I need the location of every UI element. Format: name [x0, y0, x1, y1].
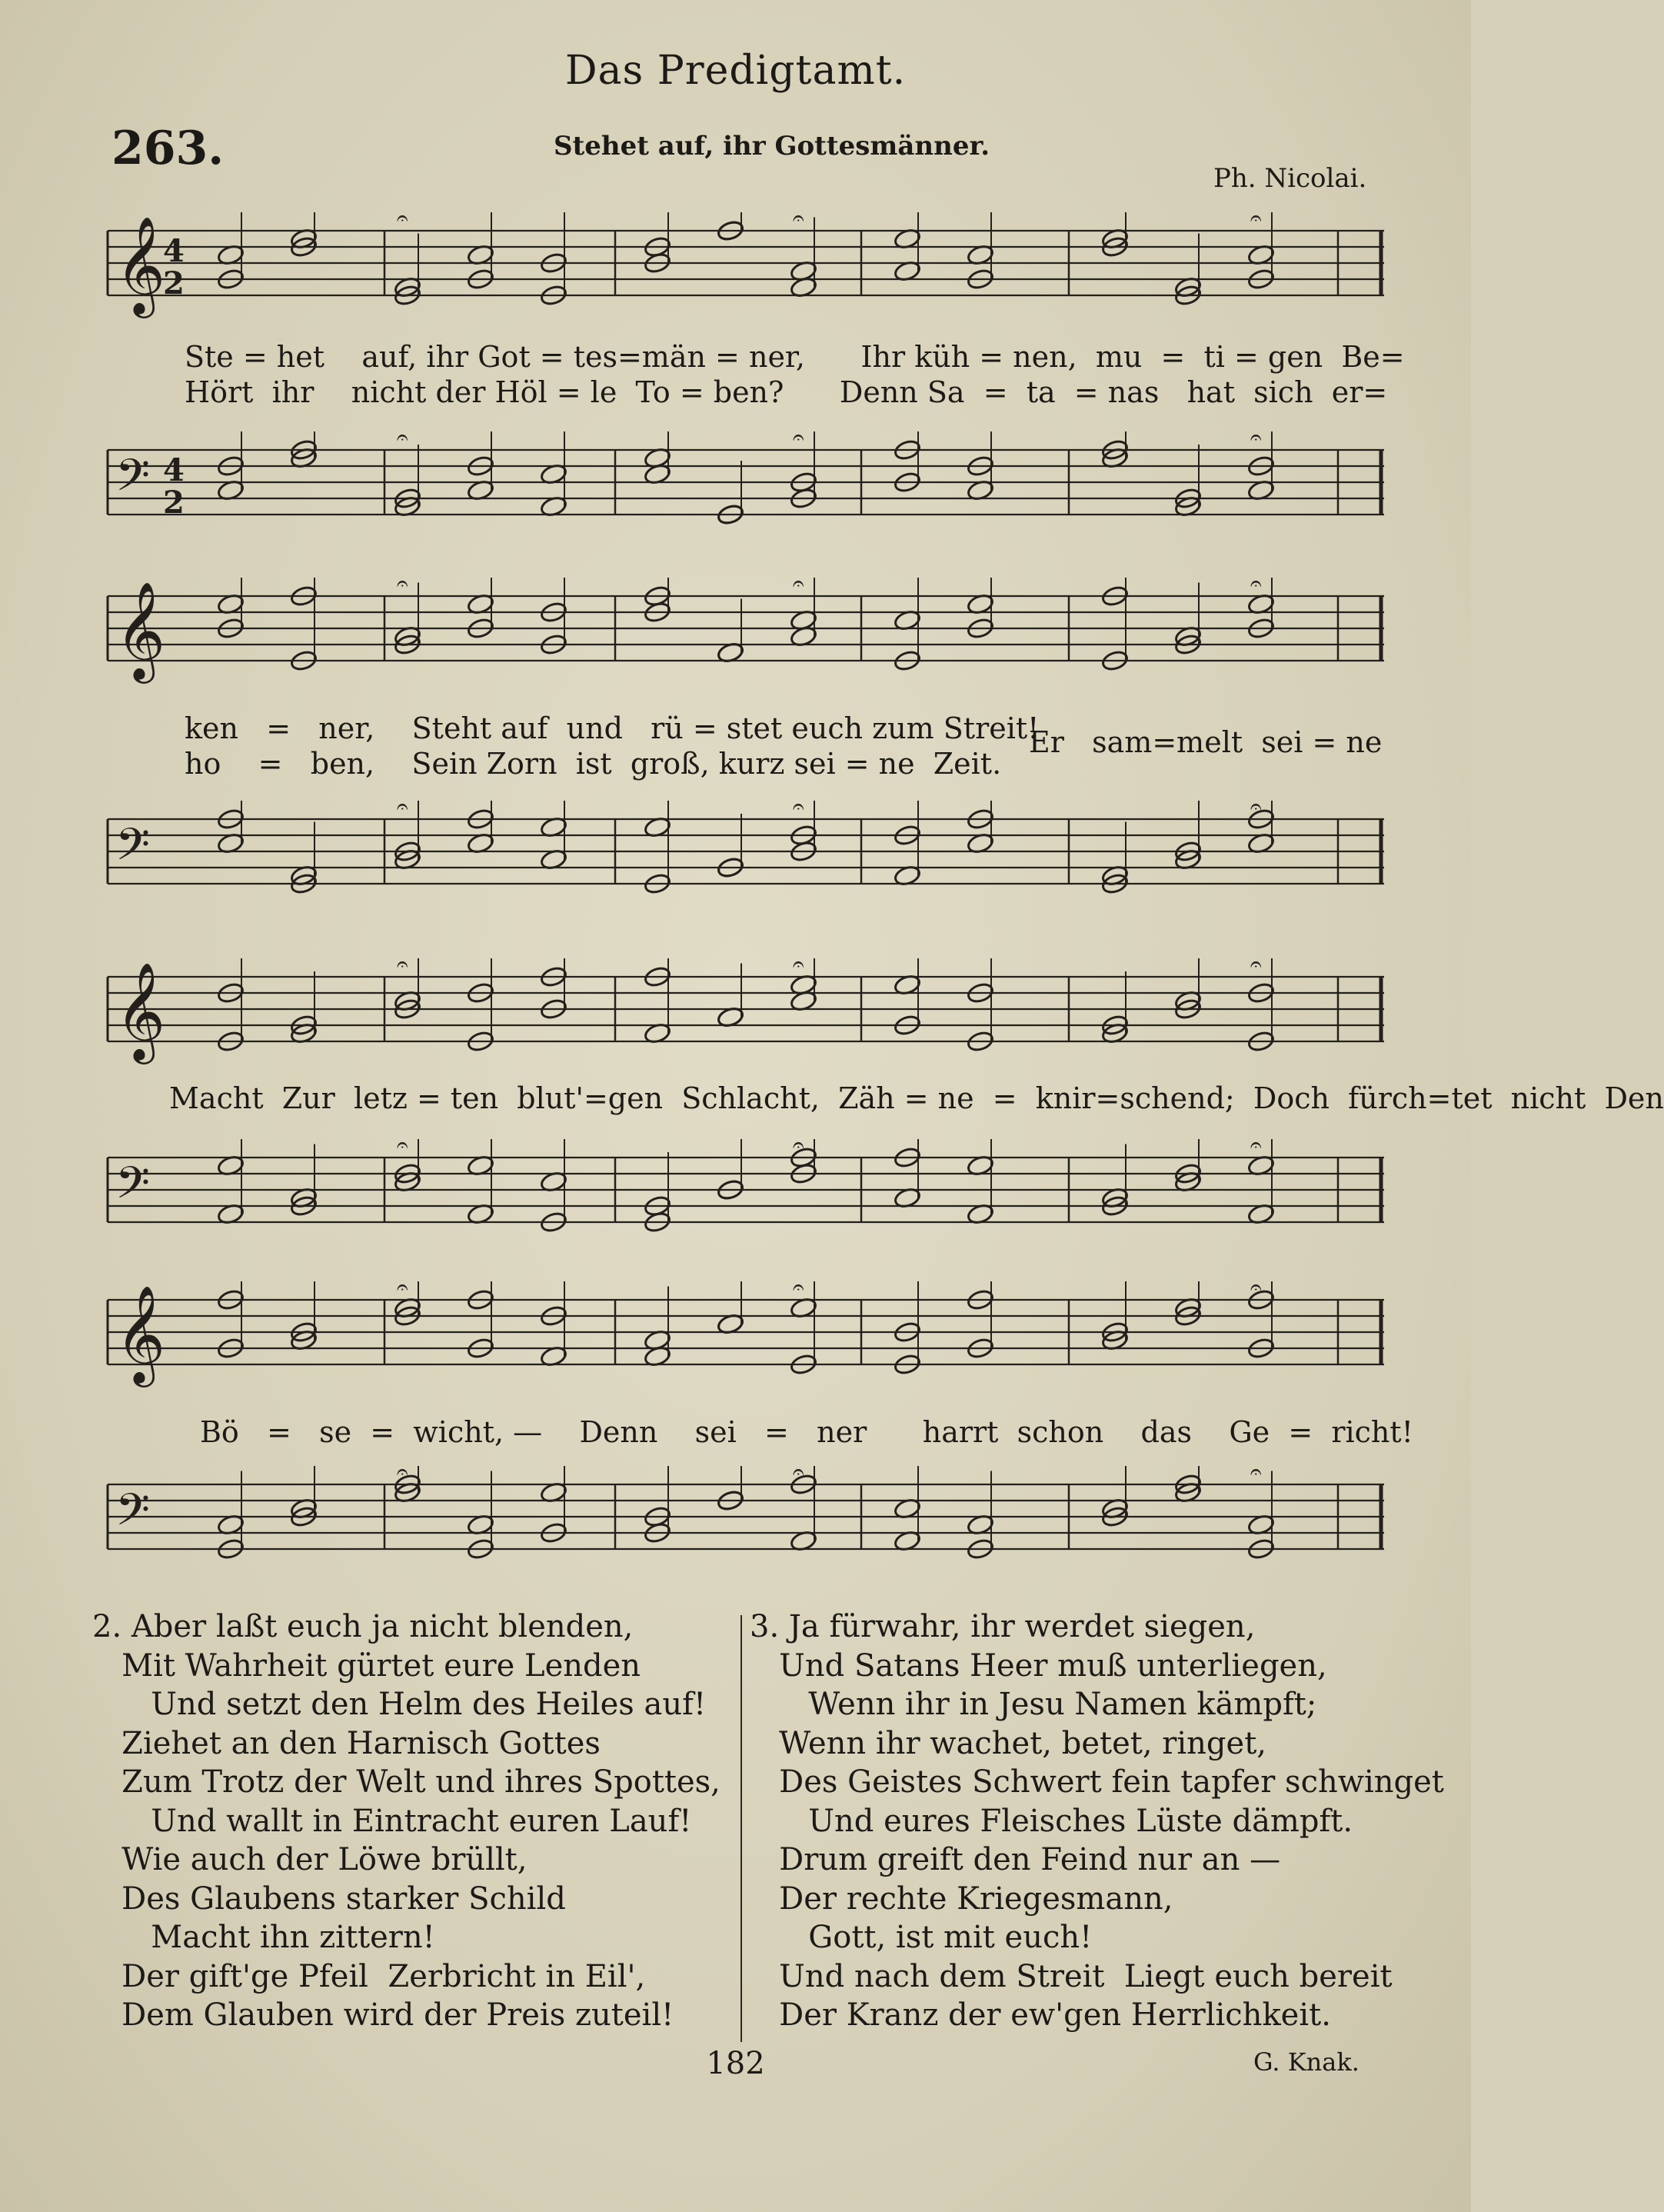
verse-line: Der rechte Kriegesmann,: [750, 1881, 1173, 1917]
time-signature-top: 4: [163, 452, 185, 488]
fermata-icon: 𝄐: [397, 426, 408, 449]
bass-clef-icon: 𝄢: [115, 818, 151, 881]
lyric-line-verse-1: ken = ner, Steht auf und rü = stet euch zum Streit!: [185, 711, 1040, 745]
hymn-title: Stehet auf, ihr Gottesmänner.: [554, 131, 990, 162]
verse-3: [750, 1607, 1444, 2035]
verse-line: Der gift'ge Pfeil Zerbricht in Eil',: [92, 1958, 646, 1994]
treble-staff: [92, 208, 1399, 331]
time-signature-top: 4: [163, 233, 185, 269]
verse-line: Und nach dem Streit Liegt euch bereit: [750, 1958, 1393, 1994]
treble-clef-icon: 𝄞: [115, 1284, 166, 1383]
lyric-line-verse-1: Bö = se = wicht, — Denn sei = ner harrt schon das Ge = richt!: [200, 1415, 1413, 1449]
refrain-start: Er sam=melt sei = ne: [1029, 725, 1383, 759]
verse-divider: [740, 1615, 742, 2042]
fermata-icon: 𝄐: [1250, 1276, 1262, 1299]
verse-2: [92, 1607, 738, 2035]
bass-staff: [92, 1461, 1399, 1592]
bass-clef-icon: 𝄢: [115, 1484, 151, 1547]
verse-line: Und wallt in Eintracht euren Lauf!: [92, 1803, 692, 1839]
verse-line: Und setzt den Helm des Heiles auf!: [92, 1687, 707, 1722]
verse-line: Macht ihn zittern!: [92, 1920, 435, 1955]
verse-line: Mit Wahrheit gürtet eure Lenden: [92, 1647, 641, 1684]
verse-line: Und eures Fleisches Lüste dämpft.: [750, 1803, 1353, 1839]
fermata-icon: 𝄐: [1250, 572, 1262, 595]
fermata-icon: 𝄐: [397, 1276, 408, 1299]
fermata-icon: 𝄐: [793, 1276, 804, 1299]
verse-line: Des Geistes Schwert fein tapfer schwinget: [750, 1764, 1444, 1800]
composer-credit: Ph. Nicolai.: [1213, 163, 1367, 194]
fermata-icon: 𝄐: [1250, 1461, 1262, 1484]
treble-clef-icon: 𝄞: [115, 961, 166, 1060]
section-title: Das Predigtamt.: [564, 48, 907, 94]
music-system-4: [92, 1276, 1413, 1592]
fermata-icon: 𝄐: [1250, 1134, 1262, 1157]
author-credit: G. Knak.: [1253, 2047, 1359, 2077]
time-signature-bottom: 2: [163, 265, 185, 301]
fermata-icon: 𝄐: [793, 1461, 804, 1484]
fermata-icon: 𝄐: [793, 207, 804, 230]
hymn-number: 263.: [111, 122, 225, 175]
fermata-icon: 𝄐: [397, 953, 408, 976]
fermata-icon: 𝄐: [397, 207, 408, 230]
treble-staff: [92, 573, 1399, 704]
verse-line: Wenn ihr wachet, betet, ringet,: [750, 1725, 1266, 1761]
music-system-1: [92, 207, 1405, 561]
verse-line: Gott, ist mit euch!: [750, 1920, 1093, 1955]
verse-line: Und Satans Heer muß unterliegen,: [750, 1647, 1327, 1684]
fermata-icon: 𝄐: [793, 1134, 804, 1157]
fermata-icon: 𝄐: [397, 795, 408, 818]
treble-clef-icon: 𝄞: [115, 215, 166, 314]
fermata-icon: 𝄐: [793, 572, 804, 595]
music-system-2: [92, 573, 1399, 934]
verse-line: 2. Aber laßt euch ja nicht blenden,: [92, 1609, 634, 1644]
bass-staff: [92, 1134, 1399, 1265]
verse-line: Der Kranz der ew'gen Herrlichkeit.: [750, 1997, 1331, 2033]
page-number: 182: [706, 2046, 765, 2081]
fermata-icon: 𝄐: [1250, 207, 1262, 230]
lyric-line-verse-2: ho = ben, Sein Zorn ist groß, kurz sei = ne Zeit.: [185, 747, 1002, 781]
treble-staff: [92, 1277, 1399, 1407]
time-signature-bottom: 2: [163, 485, 185, 521]
treble-clef-icon: 𝄞: [115, 581, 166, 679]
bass-staff: [92, 796, 1399, 927]
verse-line: Zum Trotz der Welt und ihres Spottes,: [92, 1764, 721, 1800]
fermata-icon: 𝄐: [1250, 795, 1262, 818]
lyric-line-verse-1: Ste = het auf, ihr Got = tes=män = ner, Ihr küh = nen, mu = ti = gen Be=: [185, 340, 1405, 374]
fermata-icon: 𝄐: [793, 426, 804, 449]
verse-line: Des Glaubens starker Schild: [92, 1881, 566, 1917]
fermata-icon: 𝄐: [793, 953, 804, 976]
music-system-3: [92, 953, 1664, 1269]
lyric-line-verse-2: Hört ihr nicht der Höl = le To = ben? Denn Sa = ta = nas hat sich er=: [185, 375, 1388, 409]
lyric-line-verse-1: Macht Zur letz = ten blut'=gen Schlacht, Zäh = ne = knir=schend; Doch fürch=tet nicht Den: [169, 1081, 1664, 1115]
verse-line: Wenn ihr in Jesu Namen kämpft;: [750, 1687, 1317, 1722]
fermata-icon: 𝄐: [397, 1461, 408, 1484]
bass-staff: [92, 427, 1399, 558]
verse-line: Dem Glauben wird der Preis zuteil!: [92, 1997, 674, 2033]
verse-line: 3. Ja fürwahr, ihr werdet siegen,: [750, 1609, 1256, 1644]
bass-clef-icon: 𝄢: [115, 449, 151, 512]
fermata-icon: 𝄐: [793, 795, 804, 818]
verse-line: Wie auch der Löwe brüllt,: [92, 1842, 527, 1877]
treble-staff: [92, 954, 1399, 1077]
verse-line: Drum greift den Feind nur an —: [750, 1842, 1281, 1877]
fermata-icon: 𝄐: [1250, 953, 1262, 976]
bass-clef-icon: 𝄢: [115, 1157, 151, 1220]
fermata-icon: 𝄐: [397, 1134, 408, 1157]
fermata-icon: 𝄐: [397, 572, 408, 595]
fermata-icon: 𝄐: [1250, 426, 1262, 449]
verse-line: Ziehet an den Harnisch Gottes: [92, 1725, 601, 1761]
